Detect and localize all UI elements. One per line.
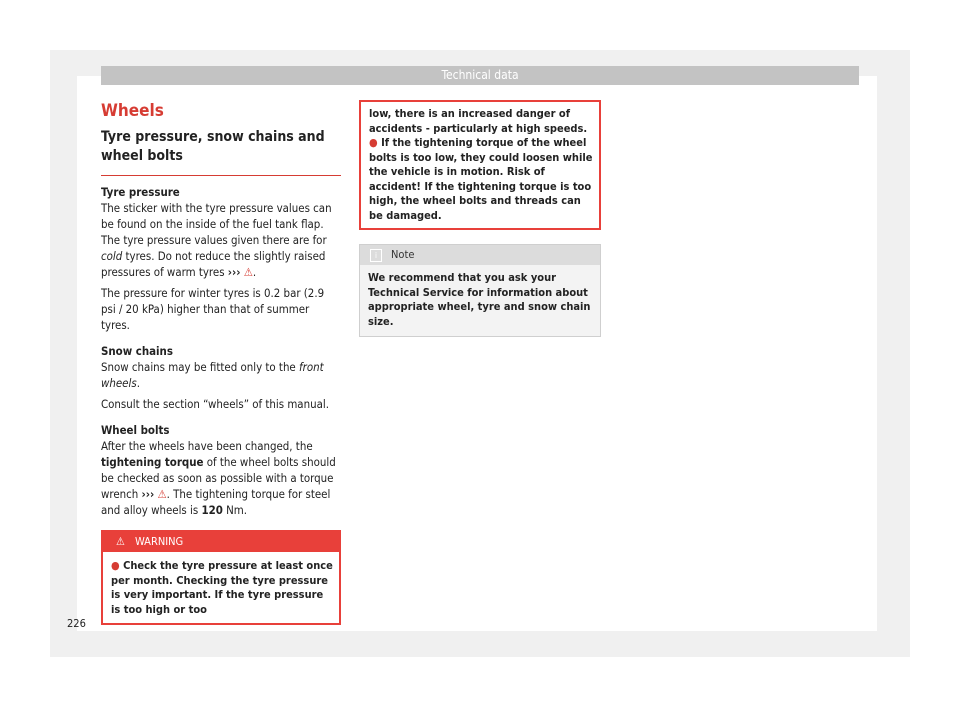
- note-title: Note: [391, 248, 415, 261]
- subsection-title: Tyre pressure, snow chains and wheel bolts: [101, 129, 325, 164]
- cross-ref-arrow[interactable]: ›››: [141, 487, 155, 501]
- warning-box: [101, 530, 341, 625]
- tp-italic: cold: [101, 249, 123, 263]
- tp-text-a: The sticker with the tyre pressure values can be found on the inside of the fuel tank flap. The tyre pressure values given there are for: [101, 201, 332, 247]
- note-content: We recommend that you ask your Technical Service for information about appropriate wheel, tyre and snow chain size.: [360, 265, 600, 336]
- torque-unit: Nm.: [222, 503, 248, 517]
- snow-chains-heading: Snow chains: [101, 344, 173, 358]
- warning-item-1-part-1: Check the tyre pressure at least once per month. Checking the tyre pressure is very important. If the tyre pressure is too high or too: [111, 559, 333, 616]
- note-box: [359, 244, 601, 337]
- warning-item-1-part-2: low, there is an increased danger of accidents - particularly at high speeds.: [369, 107, 588, 135]
- warning-content: [103, 552, 339, 623]
- warning-box-continued: [359, 100, 601, 230]
- page-number: 226: [67, 617, 86, 630]
- winter-pressure-paragraph: The pressure for winter tyres is 0.2 bar (2.9 psi / 20 kPa) higher than that of summer tyres.: [101, 286, 325, 332]
- bullet-icon: ●: [369, 136, 378, 149]
- info-icon: i: [370, 249, 382, 262]
- bolts-text-a: After the wheels have been changed, the: [101, 439, 313, 453]
- warning-triangle-icon: ⚠: [116, 535, 125, 548]
- warning-item-2: [369, 136, 593, 223]
- left-column: [101, 100, 341, 625]
- warning-title-bar: [103, 532, 339, 552]
- snow-text-a: Snow chains may be fitted only to the: [101, 360, 299, 374]
- period: .: [252, 265, 257, 279]
- bolts-text-c: . The tightening torque for steel and alloy wheels is: [101, 487, 331, 517]
- warning-title: WARNING: [135, 535, 184, 548]
- warning-icon: ⚠: [243, 265, 253, 279]
- period: .: [136, 376, 140, 390]
- torque-value: 120: [201, 503, 223, 517]
- title-rule: [101, 175, 341, 176]
- tyre-pressure-heading: Tyre pressure: [101, 185, 180, 199]
- tyre-pressure-paragraph: [101, 200, 341, 280]
- bolts-bold: tightening torque: [101, 455, 204, 469]
- warning-item-2-text: If the tightening torque of the wheel bolts is too low, they could loosen while the vehicle is in motion. Risk of accident! If the tightening torque is too high, the wheel bolts and threads can be damaged.: [369, 136, 593, 222]
- bolts-text-b: of the wheel bolts should be checked as soon as possible with a torque wrench: [101, 455, 336, 501]
- wheel-bolts-paragraph: [101, 438, 341, 518]
- snow-italic: front wheels: [101, 360, 324, 390]
- running-header: Technical data: [101, 66, 859, 85]
- right-column: [359, 100, 601, 337]
- bullet-icon: ●: [111, 559, 120, 572]
- warning-icon: ⚠: [157, 487, 167, 501]
- cross-ref-arrow[interactable]: ›››: [227, 265, 241, 279]
- note-title-bar: [360, 245, 600, 265]
- tp-text-b: tyres. Do not reduce the slightly raised pressures of warm tyres: [101, 249, 326, 279]
- snow-chains-paragraph: [101, 359, 341, 391]
- snow-chains-consult: Consult the section “wheels” of this manual.: [101, 397, 329, 411]
- section-title: Wheels: [101, 101, 164, 121]
- wheel-bolts-heading: Wheel bolts: [101, 423, 170, 437]
- body-text: [101, 184, 341, 518]
